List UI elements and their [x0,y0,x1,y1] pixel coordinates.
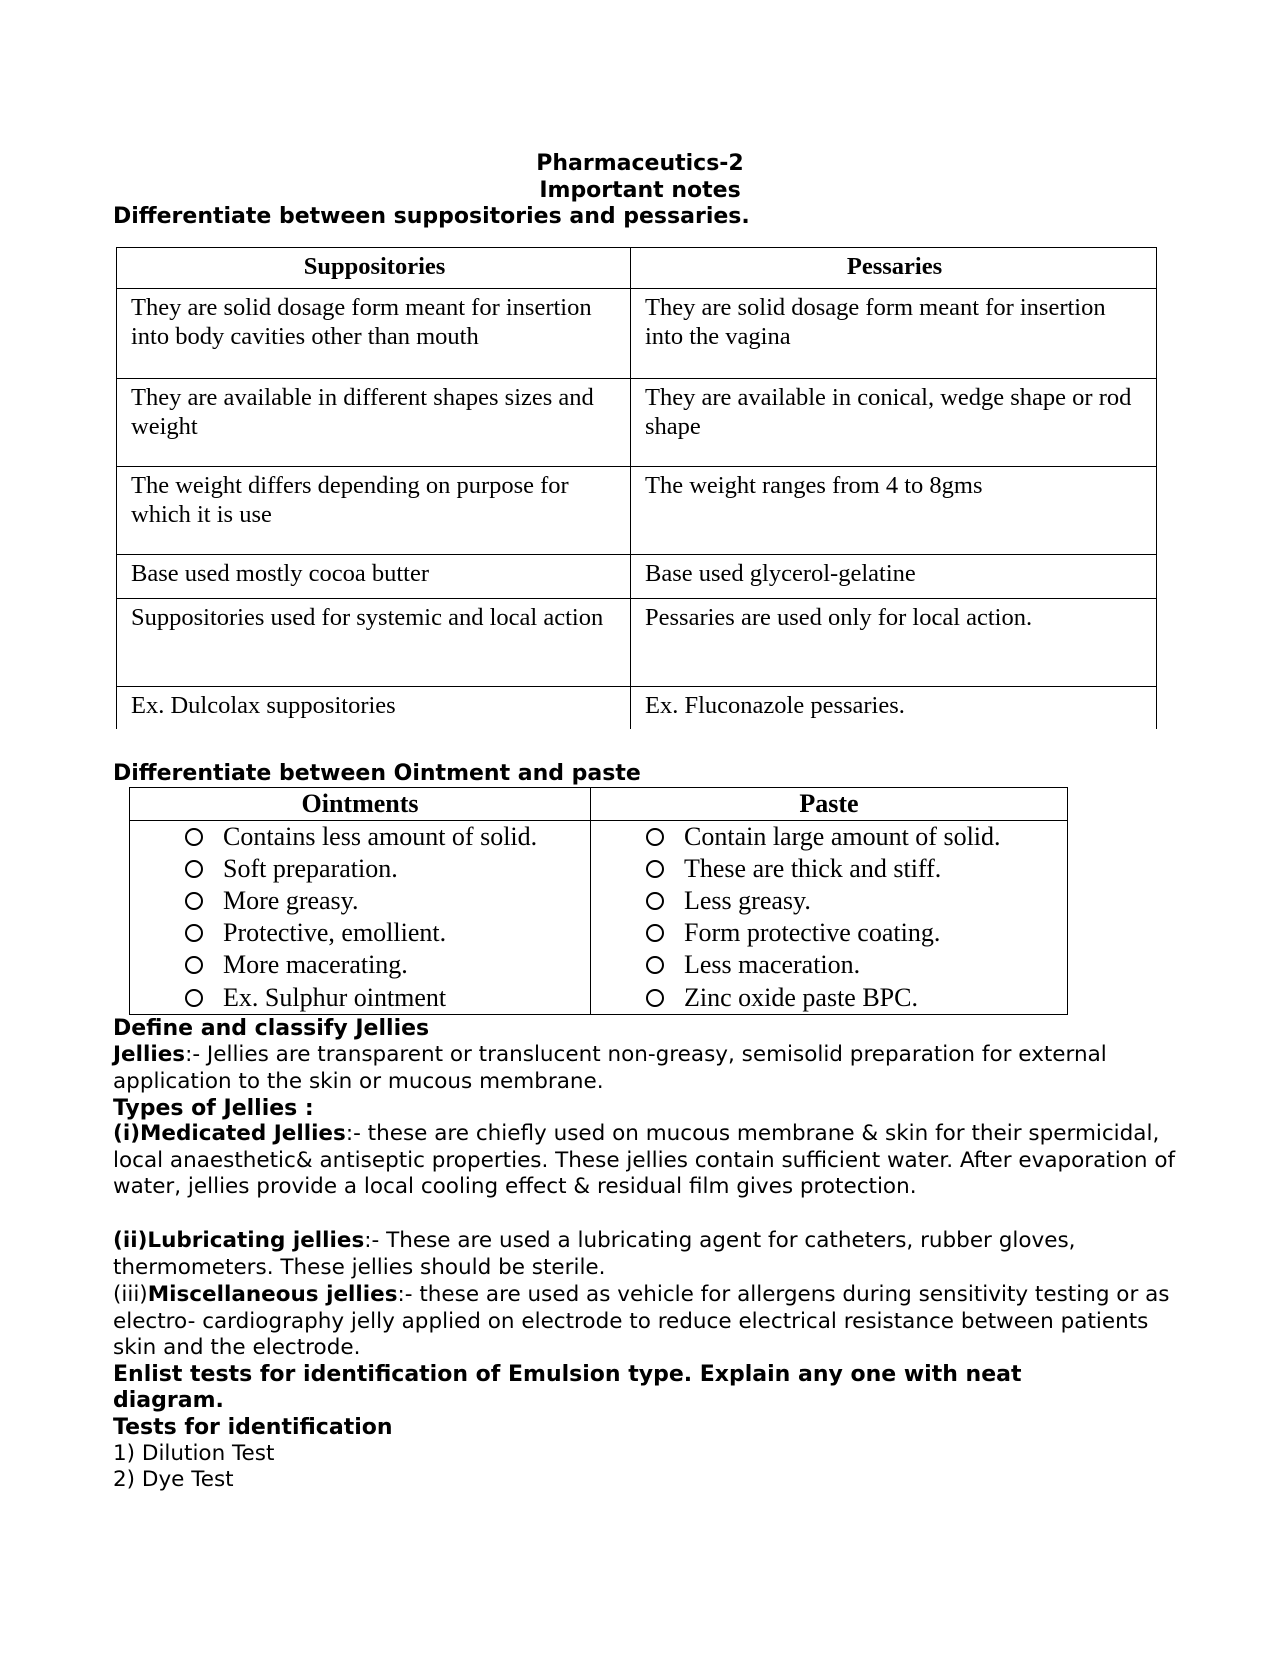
table-cell: Base used glycerol-gelatine [631,555,1157,599]
table-row [117,467,1157,555]
circle-bullet-icon [185,989,203,1007]
table-cell: The weight differs depending on purpose for which it is use [117,467,631,555]
definition-text: :- Jellies are transparent or translucent non-greasy, semisolid preparation for external application to the skin or mucous membrane. [113,1042,1107,1094]
medicated-jellies-paragraph [113,1121,1193,1201]
table-row [117,289,1157,379]
table-header-row [130,788,1068,821]
circle-bullet-icon [185,892,203,910]
section4-heading-line2: diagram. [113,1388,224,1413]
table-cell: They are solid dosage form meant for insertion into body cavities other than mouth [117,289,631,379]
list-item-text: Zinc oxide paste BPC. [684,982,918,1012]
jellies-definition [113,1042,1193,1095]
table-header-row [117,248,1157,289]
list-item [646,853,1067,885]
definition-term: Jellies [113,1042,186,1067]
list-item [646,821,1067,853]
column-header: Pessaries [631,248,1157,289]
circle-bullet-icon [646,860,664,878]
column-header: Suppositories [117,248,631,289]
ointment-paste-table [129,787,1068,1015]
table-cell: Base used mostly cocoa butter [117,555,631,599]
table-row [117,687,1157,729]
ointments-list [185,821,590,1014]
circle-bullet-icon [185,828,203,846]
type-term: (ii)Lubricating jellies [113,1228,365,1253]
list-item-text: Less maceration. [684,950,861,980]
section3-heading: Define and classify Jellies [113,1016,430,1041]
circle-bullet-icon [185,924,203,942]
section2-heading: Differentiate between Ointment and paste [113,761,641,786]
list-item [646,949,1067,981]
miscellaneous-jellies-paragraph [113,1282,1193,1362]
circle-bullet-icon [185,860,203,878]
circle-bullet-icon [646,828,664,846]
type-term: (i)Medicated Jellies [113,1121,346,1146]
list-item [646,982,1067,1014]
column-header: Paste [591,788,1068,821]
list-item [646,917,1067,949]
circle-bullet-icon [185,956,203,974]
list-item [185,917,590,949]
list-item-text: More macerating. [223,950,408,980]
list-item-text: Contains less amount of solid. [223,822,538,852]
list-item [185,853,590,885]
section4-heading-line1: Enlist tests for identification of Emulsion type. Explain any one with neat [113,1362,1022,1387]
list-item-text: Contain large amount of solid. [684,822,1001,852]
circle-bullet-icon [646,924,664,942]
circle-bullet-icon [646,989,664,1007]
list-item-text: These are thick and stiff. [684,854,942,884]
list-item [185,885,590,917]
table-row [130,821,1068,1015]
list-item [646,885,1067,917]
types-heading: Types of Jellies : [113,1096,314,1121]
table-cell: They are available in conical, wedge shape or rod shape [631,379,1157,467]
list-item [185,821,590,853]
test-item: 1) Dilution Test [113,1441,275,1466]
list-item [185,949,590,981]
document-title: Pharmaceutics-2 [536,151,744,176]
tests-subheading: Tests for identification [113,1415,393,1440]
list-item [185,982,590,1014]
list-item-text: More greasy. [223,886,359,916]
list-item-text: Soft preparation. [223,854,398,884]
table-cell: They are solid dosage form meant for insertion into the vagina [631,289,1157,379]
lubricating-jellies-paragraph [113,1228,1193,1281]
paste-list [646,821,1067,1014]
circle-bullet-icon [646,892,664,910]
column-header: Ointments [130,788,591,821]
circle-bullet-icon [646,956,664,974]
type-text: :- These are used a lubricating agent for catheters, rubber gloves, thermometers. These jellies should be sterile. [113,1228,1076,1280]
table-cell: The weight ranges from 4 to 8gms [631,467,1157,555]
test-item: 2) Dye Test [113,1467,234,1492]
table-row [117,599,1157,687]
suppositories-pessaries-table [116,247,1157,729]
type-text: :- these are used as vehicle for allergens during sensitivity testing or as electro- cardiography jelly applied on electrode to reduce electrical resistance between patients skin and the electrode. [113,1282,1170,1361]
document-subtitle: Important notes [539,178,741,203]
type-term: Miscellaneous jellies [147,1282,398,1307]
type-prefix: (iii) [113,1282,148,1307]
section1-heading: Differentiate between suppositories and pessaries. [113,204,750,229]
table-cell: Ex. Fluconazole pessaries. [631,687,1157,729]
table-cell: Ex. Dulcolax suppositories [117,687,631,729]
table-row [117,379,1157,467]
table-cell: Suppositories used for systemic and local action [117,599,631,687]
table-cell: Pessaries are used only for local action. [631,599,1157,687]
paste-cell [591,821,1068,1015]
list-item-text: Protective, emollient. [223,918,447,948]
list-item-text: Form protective coating. [684,918,941,948]
table-row [117,555,1157,599]
list-item-text: Ex. Sulphur ointment [223,982,447,1012]
table-cell: They are available in different shapes sizes and weight [117,379,631,467]
ointments-cell [130,821,591,1015]
list-item-text: Less greasy. [684,886,811,916]
type-text: :- these are chiefly used on mucous membrane & skin for their spermicidal, local anaesthetic& antiseptic properties. These jellies contain sufficient water. After evaporation of water, jellies provide a local cooling effect & residual film gives protection. [113,1121,1176,1200]
